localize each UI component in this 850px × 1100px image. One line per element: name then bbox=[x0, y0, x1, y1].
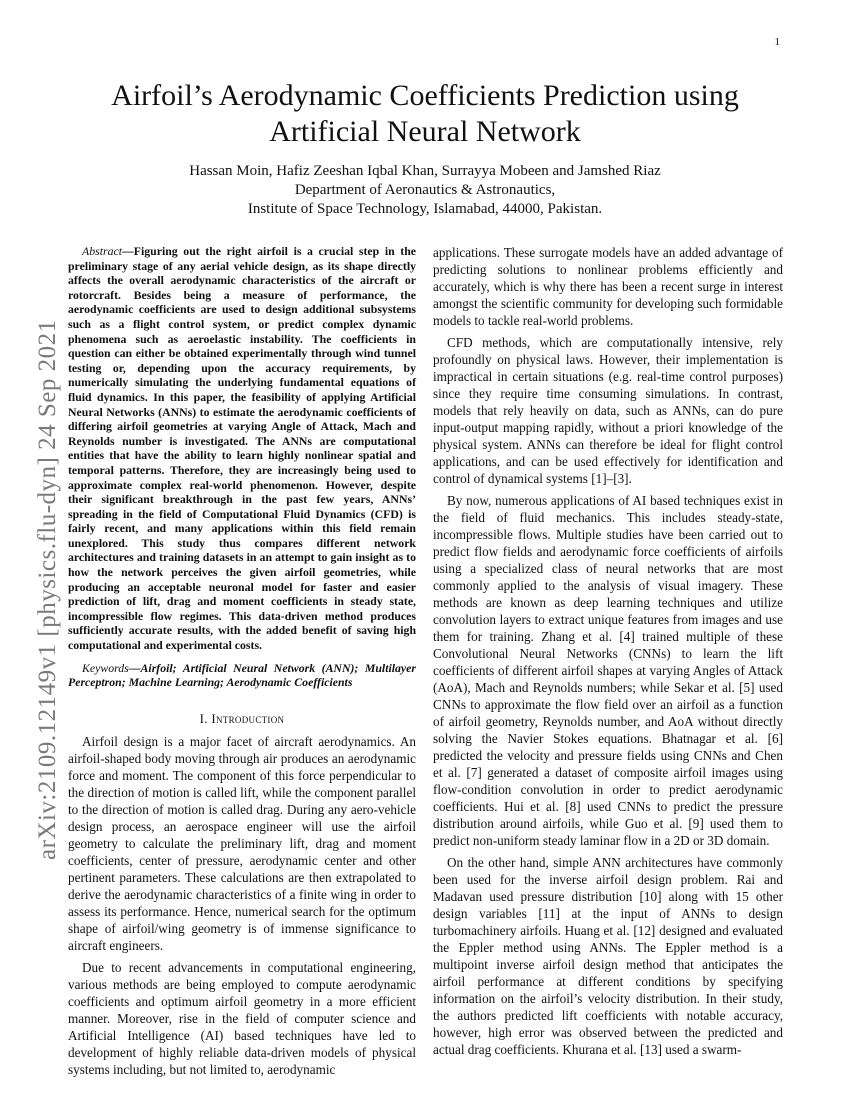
title-line-1: Airfoil’s Aerodynamic Coefficients Prediction using bbox=[111, 79, 739, 112]
abstract-text: —Figuring out the right airfoil is a crucial step in the preliminary stage of any aerial vehicle design, as its shape directly affects the overall aerodynamic characteristics of the aircraft or rotorcraft. Besides being a measure of performance, the aerodynamic coefficients are used to design additional subsystems such as a flight control system, or predict complex dynamic phenomena such as aeroelastic instability. The coefficients in question can either be obtained experimentally through wind tunnel testing or, depending upon the accuracy requirements, by numerically simulating the underlying fundamental equations of fluid dynamics. In this paper, the feasibility of applying Artificial Neural Networks (ANNs) to estimate the aerodynamic coefficients of differing airfoil geometries at varying Angle of Attack, Mach and Reynolds number is investigated. The ANNs are computational entities that have the ability to learn highly nonlinear spatial and temporal patterns. Therefore, they are increasingly being used to approximate complex real-world phenomenon. However, despite their significant breakthrough in the past few years, ANNs’ spreading in the field of Computational Fluid Dynamics (CFD) is fairly recent, and many applications within this field remain unexplored. This study thus compares different network architectures and training datasets in an attempt to gain insight as to how the network perceives the given airfoil geometries, while producing an acceptable neuronal model for faster and easier prediction of lift, drag and moment coefficients in steady state, incompressible flow regimes. This data-driven method produces sufficiently accurate results, with the added benefit of saving high computational and experimental costs. bbox=[68, 244, 416, 653]
right-paragraph-4: On the other hand, simple ANN architectures have commonly been used for the inverse airfoil design problem. Rai and Madavan used pressure distribution [10] along with 15 other design variables [11] at the input of ANNs to design turbomachinery airfoils. Huang et al. [12] designed and evaluated the Eppler method using ANNs. The Eppler method is a multipoint inverse airfoil design method that anticipates the airfoil performance at different conditions by specifying information on the airfoil’s velocity distribution. In their study, the authors predicted lift coefficients with notable accuracy, however, high error was observed between the predicted and actual drag coefficients. Khurana et al. [13] used a swarm- bbox=[433, 855, 783, 1057]
arxiv-stamp: arXiv:2109.12149v1 [physics.flu-dyn] 24 Sep 2021 bbox=[34, 319, 61, 860]
right-paragraph-2: CFD methods, which are computationally intensive, rely profoundly on physical laws. However, their implementation is impractical in certain situations (e.g. real-time control purposes) since they require time consuming simulations. In contrast, models that rely heavily on data, such as ANNs, can do pure input-output mapping rapidly, without a priori knowledge of the physical system. ANNs can therefore be ideal for flight control applications, and can be used effectively for identification and control of dynamical systems [1]–[3]. bbox=[433, 335, 783, 486]
title-line-2: Artificial Neural Network bbox=[269, 115, 581, 148]
keywords bbox=[68, 661, 416, 690]
author-names: Hassan Moin, Hafiz Zeeshan Iqbal Khan, Surrayya Mobeen and Jamshed Riaz bbox=[189, 163, 661, 179]
abstract bbox=[68, 244, 416, 653]
left-column bbox=[68, 244, 416, 1083]
section-heading-introduction bbox=[68, 710, 416, 727]
right-paragraph-1: applications. These surrogate models have an added advantage of predicting solutions to nonlinear problems efficiently and accurately, which is why there has been a recent surge in interest amongst the scientific community for developing such formidable models to tackle real-world problems. bbox=[433, 245, 783, 328]
keywords-text: —Airfoil; Artificial Neural Network (ANN); Multilayer Perceptron; Machine Learning; Aerodynamic Coefficients bbox=[68, 660, 416, 690]
keywords-label: Keywords bbox=[82, 660, 129, 675]
abstract-label: Abstract bbox=[82, 244, 122, 258]
author-department: Department of Aeronautics & Astronautics, bbox=[294, 182, 556, 198]
page-number: 1 bbox=[774, 36, 780, 48]
right-column bbox=[433, 244, 783, 1063]
section-title: Introduction bbox=[211, 710, 285, 726]
right-paragraph-3: By now, numerous applications of AI based techniques exist in the field of fluid mechanics. This includes steady-state, incompressible flows. Multiple studies have been carried out to predict flow fields and aerodynamic force coefficients of airfoils using a specialized class of neural networks that are most commonly applied to the analysis of visual imagery. These methods are known as deep learning techniques and utilize convolution layers to extract unique features from images and use them for training. Zhang et al. [4] trained multiple of these Convolutional Neural Networks (CNNs) to learn the lift coefficients of different airfoil shapes at varying Angles of Attack (AoA), Mach and Reynolds numbers; while Sekar et al. [5] used CNNs to approximate the flow field over an airfoil as a function of airfoil geometry, Reynolds number, and AoA without directly solving the Navier Stokes equations. Bhatnagar et al. [6] predicted the velocity and pressure fields using CNNs and Chen et al. [7] generated a dataset of composite airfoil images using flow-condition convolution in order to predict aerodynamic coefficients. Hui et al. [8] used CNNs to predict the pressure distribution around airfoils, while Guo et al. [9] used them to predict non-uniform steady laminar flow in a 2D or 3D domain. bbox=[433, 493, 783, 848]
section-number: I. bbox=[199, 710, 208, 726]
intro-paragraph-1: Airfoil design is a major facet of aircraft aerodynamics. An airfoil-shaped body moving through air produces an aerodynamic force and moment. The component of this force perpendicular to the direction of motion is called lift, while the component parallel to the direction of motion is called drag. During any aero-vehicle design process, an aerospace engineer will use the airfoil geometry to calculate the preliminary lift, drag and moment coefficients, center of pressure, aerodynamic center and other pertinent parameters. These calculations are then extrapolated to derive the aerodynamic characteristics of a finite wing in order to assess its performance. Hence, numerical search for the optimum shape of airfoil/wing geometry is of immense significance to aircraft engineers. bbox=[68, 733, 416, 953]
author-block bbox=[60, 162, 790, 219]
author-institution: Institute of Space Technology, Islamabad, 44000, Pakistan. bbox=[247, 201, 603, 217]
intro-paragraph-2: Due to recent advancements in computational engineering, various methods are being employed to compute aerodynamic coefficients and optimum airfoil geometry in a more efficient manner. Moreover, rise in the field of computer science and Artificial Intelligence (AI) based techniques have led to development of highly reliable data-driven models of physical systems including, but not limited to, aerodynamic bbox=[68, 959, 416, 1077]
paper-title bbox=[60, 78, 790, 150]
